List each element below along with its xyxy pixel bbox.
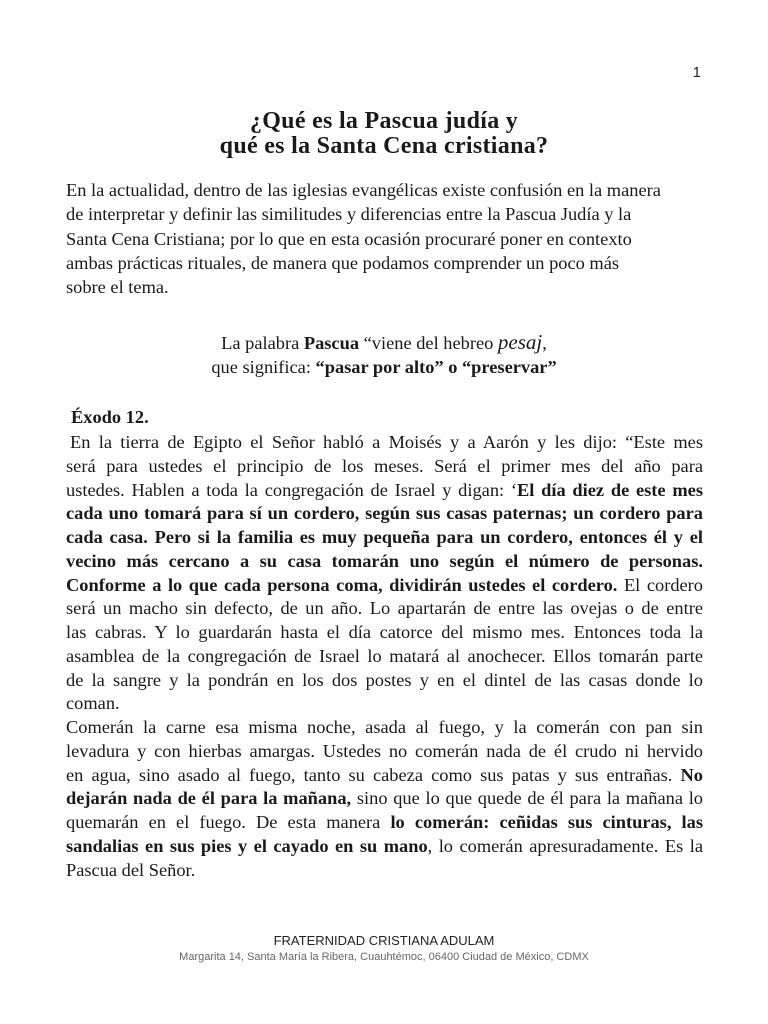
- passage-line: [66, 502, 703, 526]
- passage-line: [66, 811, 703, 835]
- passage-emphasis: Conforme a lo que cada persona coma, dividirán ustedes el cordero.: [66, 574, 618, 595]
- title-line: ¿Qué es la Pascua judía y: [249, 108, 519, 134]
- passage-text: será un macho sin defecto, de un año. Lo apartarán de entre las ovejas o de entre: [66, 598, 703, 619]
- title-line: qué es la Santa Cena cristiana?: [219, 133, 549, 159]
- intro-paragraph: [66, 178, 706, 299]
- intro-line: ambas prácticas rituales, de manera que podamos comprender un poco más: [66, 252, 620, 273]
- passage-emphasis: dejarán nada de él para la mañana,: [66, 788, 352, 809]
- passage-line: [66, 740, 703, 764]
- passage-line: [66, 787, 703, 811]
- footer-address: Margarita 14, Santa María la Ribera, Cuauhtémoc, 06400 Ciudad de México, CDMX: [179, 951, 589, 963]
- passage-line: [66, 455, 703, 479]
- passage-line: [66, 716, 703, 740]
- passage-line: [66, 835, 703, 859]
- passage-emphasis: cada uno tomará para sí un cordero, según sus casas paternas; un cordero para: [66, 503, 703, 524]
- passage-line: [66, 597, 703, 621]
- passage-text: , lo comerán apresuradamente. Es la: [427, 835, 703, 856]
- passage-line: [66, 550, 703, 574]
- passage-text: quemarán en el fuego. De esta manera: [66, 812, 391, 832]
- passage-line: [66, 645, 703, 669]
- passage-text: Pascua del Señor.: [66, 859, 196, 880]
- passage-line: [66, 574, 703, 598]
- passage-emphasis: El día diez de este mes: [517, 479, 703, 500]
- passage-line: [66, 764, 703, 788]
- passage-line: [66, 431, 703, 455]
- passage-text: será para ustedes el principio de los meses. Será el primer mes del año para: [66, 455, 703, 476]
- definition-text: que significa:: [211, 357, 316, 377]
- page-number: 1: [692, 64, 701, 81]
- passage-emphasis: cada casa. Pero si la familia es muy pequeña para un cordero, entonces él y el: [66, 527, 703, 547]
- passage-text: El cordero: [617, 574, 703, 595]
- definition-text: ,: [542, 333, 547, 353]
- passage-text: coman.: [66, 693, 120, 714]
- passage-text: sino que lo que quede de él para la mañana lo: [351, 788, 704, 809]
- scripture-passage: [66, 431, 703, 882]
- passage-emphasis: lo comerán: ceñidas sus cinturas, las: [390, 812, 703, 832]
- passage-emphasis: No: [680, 764, 703, 785]
- intro-line: de interpretar y definir las similitudes y diferencias entre la Pascua Judía y la: [66, 204, 632, 225]
- definition-text: “viene del hebreo: [359, 333, 498, 353]
- definition-text: La palabra: [221, 333, 304, 353]
- passage-text: las cabras. Y lo guardarán hasta el día catorce del mismo mes. Entonces toda la: [66, 622, 703, 642]
- definition-line: [0, 355, 768, 379]
- pascua-definition: [0, 331, 768, 379]
- passage-text: En la tierra de Egipto el Señor habló a Moisés y a Aarón y les dijo: “Este mes: [70, 432, 703, 452]
- footer-organization: FRATERNIDAD CRISTIANA ADULAM: [273, 933, 495, 948]
- hebrew-word: pesaj: [497, 330, 543, 354]
- scripture-reference: Éxodo 12.: [71, 407, 149, 427]
- passage-text: levadura y con hierbas amargas. Ustedes no comerán nada de él crudo ni hervido: [66, 740, 703, 761]
- passage-line: [66, 621, 703, 645]
- passage-line: [66, 669, 703, 693]
- definition-line: [0, 331, 768, 355]
- passage-line: [66, 479, 703, 503]
- passage-text: Comerán la carne esa misma noche, asada al fuego, y la comerán con pan sin: [66, 717, 703, 737]
- passage-text: ustedes. Hablen a toda la congregación de Israel y digan: ‘: [66, 479, 518, 500]
- passage-text: asamblea de la congregación de Israel lo matará al anochecer. Ellos tomarán parte: [66, 645, 703, 666]
- intro-line: sobre el tema.: [66, 277, 169, 297]
- definition-term: Pascua: [303, 333, 360, 353]
- intro-line: Santa Cena Cristiana; por lo que en esta ocasión procuraré poner en contexto: [66, 228, 632, 249]
- intro-line: En la actualidad, dentro de las iglesias evangélicas existe confusión en la manera: [66, 180, 661, 200]
- passage-line: [66, 526, 703, 550]
- document-title: [0, 109, 768, 159]
- definition-meaning: “pasar por alto” o “preservar”: [315, 357, 557, 377]
- passage-emphasis: vecino más cercano a su casa tomarán uno según el número de personas.: [66, 550, 703, 571]
- passage-emphasis: sandalias en sus pies y el cayado en su mano: [66, 835, 428, 856]
- passage-text: de la sangre y la pondrán en los dos postes y en el dintel de las casas donde lo: [66, 669, 703, 690]
- passage-text: en agua, sino asado al fuego, tanto su cabeza como sus patas y sus entrañas.: [66, 764, 681, 785]
- passage-line: [66, 692, 703, 716]
- passage-line: [66, 859, 703, 883]
